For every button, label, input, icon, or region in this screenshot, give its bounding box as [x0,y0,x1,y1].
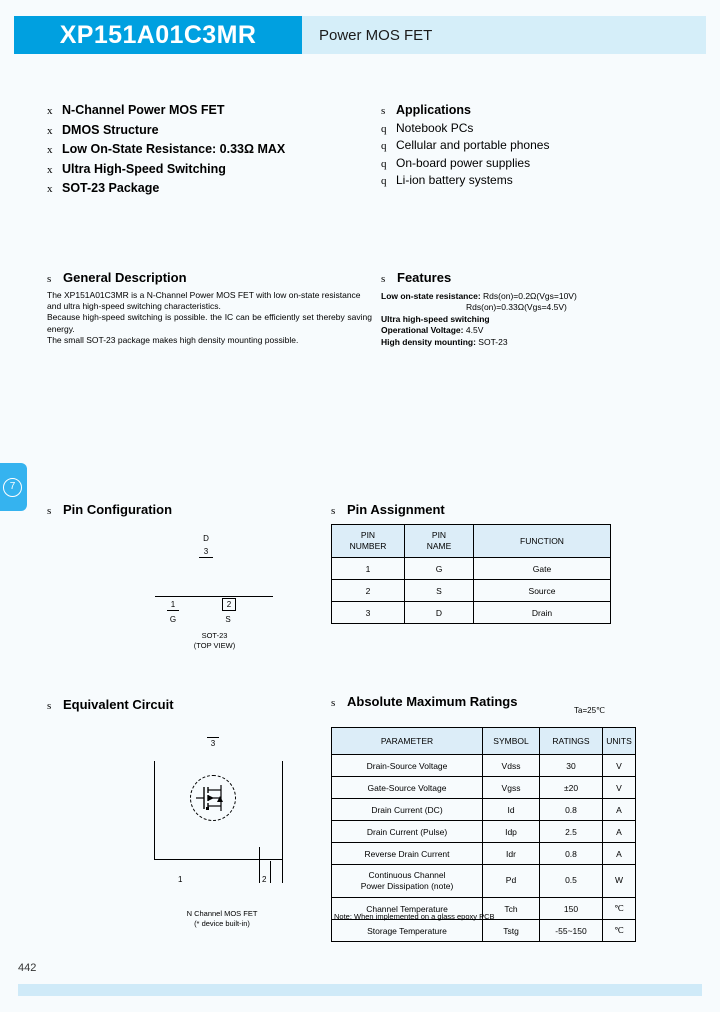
pin-assignment-heading-label: Pin Assignment [347,502,445,517]
cell-parameter: Channel Temperature [332,898,483,920]
section-tab-number: 7 [3,478,22,497]
equivalent-circuit-heading-label: Equivalent Circuit [63,697,174,712]
features-body [381,291,681,348]
column-header-line2: NAME [426,541,452,551]
cell-pin-number: 2 [332,580,405,602]
cell-pin-name: S [405,580,474,602]
application-label: Notebook PCs [396,120,474,135]
part-number-banner [14,16,302,54]
circuit-type-label: N Channel MOS FET [186,909,258,918]
general-description-body [47,290,372,346]
applications-heading [381,103,681,117]
table-row [332,821,636,843]
general-description-heading-label: General Description [63,270,187,285]
equivalent-circuit-diagram [102,737,302,929]
rds-label: Low on-state resistance: [381,291,481,301]
package-view: (TOP VIEW) [193,640,236,650]
table-row [332,602,611,624]
cell-unit: ℃ [603,920,636,942]
cell-symbol: Vgss [483,777,540,799]
features-heading [381,270,681,285]
pin-s-name: S [225,615,231,624]
bullet-q-icon: q [381,157,387,170]
applications-heading-label: Applications [396,103,472,117]
pin-2-number: 2 [222,598,236,611]
voltage-row [381,325,681,336]
circuit-wire-pin2 [270,861,271,883]
table-row [332,755,636,777]
switching-row [381,314,681,325]
bullet-s-icon: s [331,505,336,517]
list-item [381,138,681,152]
cell-parameter: Drain Current (DC) [332,799,483,821]
cell-unit: V [603,755,636,777]
paragraph: Because high-speed switching is possible. the IC can be efficiently set thereby saving energy. [47,312,372,334]
key-feature-label: DMOS Structure [62,122,159,137]
circuit-wire-source-stub [259,847,260,883]
cell-pin-name: D [405,602,474,624]
absolute-maximum-ratings-heading-label: Absolute Maximum Ratings [347,694,518,709]
cell-symbol: Id [483,799,540,821]
pin-assignment-table [331,524,611,624]
bullet-s-icon: s [47,700,52,712]
cell-unit: A [603,821,636,843]
product-family-banner [302,16,706,54]
package-caption [147,631,282,651]
cell-unit: V [603,777,636,799]
table-header-row [332,728,636,755]
list-item [47,181,377,195]
key-feature-label: N-Channel Power MOS FET [62,103,225,117]
application-label: On-board power supplies [396,155,531,170]
voltage-value: 4.5V [465,325,484,336]
rds-value-secondary: Rds(on)=0.33Ω(Vgs=4.5V) [466,302,567,313]
list-item [47,162,377,176]
column-header-line2: NUMBER [349,541,387,551]
cell-rating: -55~150 [540,920,603,942]
column-header-line1: PIN [360,530,376,541]
equivalent-circuit-section [47,697,267,929]
cell-rating: 30 [540,755,603,777]
pin-d-name: D [203,534,209,543]
bullet-s-icon: s [381,273,386,285]
bullet-q-icon: q [381,122,387,135]
bullet-q-icon: q [381,175,387,187]
part-number: XP151A01C3MR [59,20,257,49]
cell-parameter [332,865,483,898]
cell-rating: 0.5 [540,865,603,898]
cell-parameter: Storage Temperature [332,920,483,942]
list-item [47,142,377,156]
page-number: 442 [18,962,37,974]
circuit-wire-left [154,761,155,859]
bullet-x-icon: x [47,124,53,137]
package-name: SOT-23 [201,631,228,640]
cell-rating: 0.8 [540,843,603,865]
cell-pin-name: G [405,558,474,580]
column-header-symbol: SYMBOL [483,728,540,755]
circuit-wire-right [282,761,283,883]
cell-function: Source [474,580,611,602]
section-tab [0,463,27,511]
ratings-note: Note: When implemented on a glass epoxy PCB [334,912,495,921]
bullet-x-icon: x [47,183,53,195]
cell-pin-number: 3 [332,602,405,624]
bullet-x-icon: x [47,163,53,176]
application-label: Li-ion battery systems [396,173,513,187]
cell-rating: ±20 [540,777,603,799]
cell-parameter-line1: Continuous Channel [368,869,446,880]
cell-parameter: Drain-Source Voltage [332,755,483,777]
table-row [332,777,636,799]
circuit-pin-2-label: 2 [262,875,267,884]
mounting-value: SOT-23 [478,336,508,347]
footer-bar [18,984,702,996]
column-header-ratings: RATINGS [540,728,603,755]
mounting-row [381,337,681,348]
table-row [332,580,611,602]
column-header-units: UNITS [603,728,636,755]
cell-parameter-line2: Power Dissipation (note) [360,881,454,891]
circuit-pin-1-label: 1 [178,875,183,884]
table-row [332,799,636,821]
bullet-s-icon: s [47,273,52,285]
column-header-line1: PIN [431,530,447,541]
table-row [332,920,636,942]
absolute-maximum-ratings-section [331,694,636,942]
list-item [381,121,681,135]
list-item [47,123,377,137]
bullet-x-icon: x [47,105,53,117]
pin-1-number: 1 [167,600,179,611]
bullet-s-icon: s [331,697,336,709]
sot23-package-diagram [107,534,307,659]
table-row [332,843,636,865]
cell-parameter: Reverse Drain Current [332,843,483,865]
table-row [332,865,636,898]
general-description-section [47,270,372,346]
cell-symbol: Idp [483,821,540,843]
cell-symbol: Vdss [483,755,540,777]
equivalent-circuit-caption [147,909,297,929]
table-row [332,558,611,580]
general-description-heading [47,270,372,285]
features-heading-label: Features [397,270,452,285]
applications-section [381,103,681,191]
cell-unit: A [603,843,636,865]
voltage-label: Operational Voltage: [381,325,464,336]
cell-parameter: Drain Current (Pulse) [332,821,483,843]
cell-symbol: Pd [483,865,540,898]
rds-row [381,291,681,302]
cell-function: Drain [474,602,611,624]
page-header [14,16,706,54]
rds-value-primary: Rds(on)=0.2Ω(Vgs=10V) [483,291,577,301]
cell-function: Gate [474,558,611,580]
cell-symbol: Tch [483,898,540,920]
list-item [381,156,681,170]
features-section [381,270,681,348]
column-header-pin-name [405,525,474,558]
cell-rating: 0.8 [540,799,603,821]
cell-parameter: Gate-Source Voltage [332,777,483,799]
switching-label: Ultra high-speed switching [381,313,490,324]
pin-3-number: 3 [199,547,213,558]
cell-symbol: Idr [483,843,540,865]
list-item [381,173,681,187]
bullet-s-icon: s [381,105,386,117]
application-label: Cellular and portable phones [396,138,550,152]
column-header-function: FUNCTION [474,525,611,558]
circuit-wire-bottom [154,859,283,860]
mosfet-glyph-icon [191,776,235,820]
cell-unit: A [603,799,636,821]
bullet-x-icon: x [47,144,53,156]
cell-pin-number: 1 [332,558,405,580]
cell-unit: W [603,865,636,898]
absolute-maximum-ratings-table [331,727,636,942]
pin-assignment-section [331,502,611,624]
mosfet-symbol-icon [190,775,236,821]
package-body-line [155,596,273,597]
mounting-label: High density mounting: [381,336,476,347]
product-family: Power MOS FET [319,26,433,44]
table-header-row [332,525,611,558]
key-feature-label: Low On-State Resistance: 0.33Ω MAX [62,142,286,156]
circuit-pin-3-label: 3 [207,737,219,748]
cell-rating: 150 [540,898,603,920]
pin-configuration-heading [47,502,172,517]
pin-g-name: G [169,615,177,624]
list-item [47,103,377,117]
column-header-pin-number [332,525,405,558]
key-feature-label: SOT-23 Package [62,181,160,195]
cell-unit: ℃ [603,898,636,920]
rds-value-secondary-row [381,302,681,313]
equivalent-circuit-heading [47,697,174,712]
bullet-s-icon: s [47,505,52,517]
pin-configuration-section [47,502,236,650]
cell-symbol: Tstg [483,920,540,942]
cell-rating: 2.5 [540,821,603,843]
key-feature-label: Ultra High-Speed Switching [62,161,226,176]
pin-configuration-heading-label: Pin Configuration [63,502,173,517]
circuit-note-label: (* device built-in) [194,919,250,929]
paragraph: The small SOT-23 package makes high density mounting possible. [47,334,299,345]
pin-assignment-heading [331,502,611,517]
test-condition-label: Ta=25℃ [574,706,606,715]
column-header-parameter: PARAMETER [332,728,483,755]
paragraph: The XP151A01C3MR is a N-Channel Power MOS FET with low on-state resistance and ultra high-speed switching characteristics. [47,290,361,312]
bullet-q-icon: q [381,140,387,152]
key-features-list [47,103,377,201]
